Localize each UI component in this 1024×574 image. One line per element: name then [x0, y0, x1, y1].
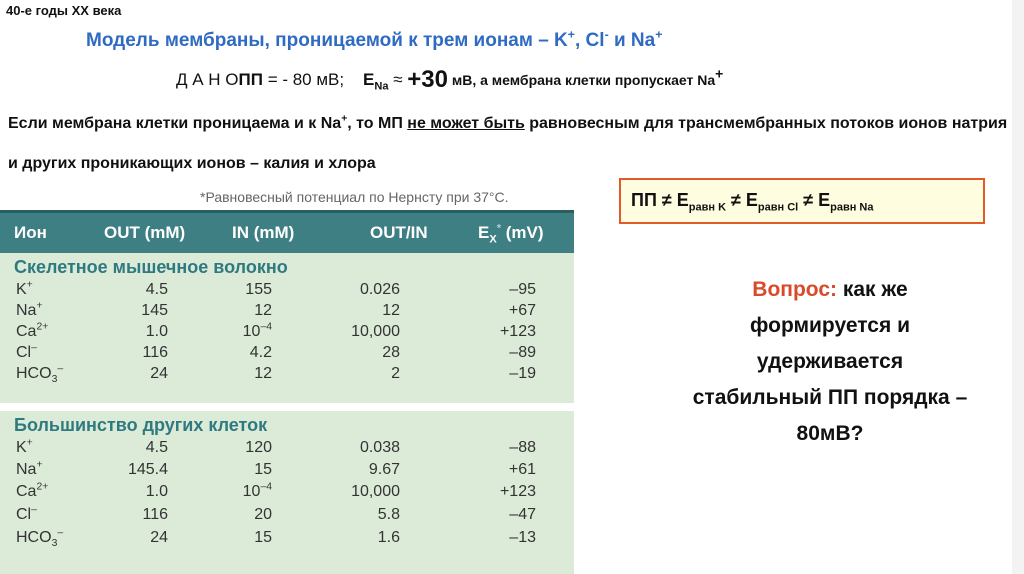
given-e-label: E: [363, 70, 375, 89]
given-line: [176, 66, 723, 94]
header-out: OUT (mM): [104, 223, 186, 242]
ion-symbol: Na: [16, 461, 37, 478]
statement-part1: Если мембрана клетки проницаема и к Na: [8, 115, 342, 132]
cell-in: [254, 365, 272, 383]
given-e-unit-sup: +: [715, 65, 724, 82]
cell-in: [254, 461, 272, 479]
cell-in-value: 12: [254, 365, 272, 382]
ion-symbol: HCO: [16, 529, 52, 546]
given-approx: ≈: [388, 70, 408, 89]
header-ex-sub: X: [489, 233, 497, 246]
given-prefix: Д А Н О: [176, 70, 239, 89]
cell-in: [254, 302, 272, 320]
cell-in-value: 155: [245, 281, 272, 298]
section-other-cells: [0, 411, 574, 574]
cell-ratio: 0.026: [359, 281, 400, 298]
cell-in-value: 12: [254, 302, 272, 319]
cell-out: 116: [142, 506, 168, 523]
statement-part2: , то МП: [347, 115, 408, 132]
cell-in-value: 15: [254, 529, 272, 546]
cell-in-value: 20: [254, 506, 272, 523]
cell-ex: –47: [509, 506, 536, 523]
cell-ratio: 28: [382, 344, 400, 361]
ion-charge: –: [57, 363, 64, 375]
table-row: [0, 323, 574, 344]
ion-charge: +: [26, 437, 33, 449]
cell-ion: [16, 363, 64, 386]
cell-out: 1.0: [145, 323, 168, 340]
cell-ion: [16, 281, 33, 299]
cell-ion: [16, 483, 48, 501]
cell-ex: –88: [509, 439, 536, 456]
cell-in-value: 10: [242, 323, 261, 340]
table-row: [0, 281, 574, 302]
section-skeletal-muscle: [0, 253, 574, 403]
given-e-sub: Na: [374, 80, 389, 93]
cell-ion: [16, 527, 64, 550]
cell-ex: +123: [499, 483, 536, 500]
table-row: [0, 344, 574, 365]
ion-charge: +: [36, 300, 43, 312]
section-gap: [0, 403, 574, 411]
slide-title: [86, 27, 663, 52]
formula-pp: ПП ≠ E: [631, 190, 689, 210]
cell-in-exponent: –4: [260, 481, 272, 493]
ion-symbol: Na: [16, 302, 37, 319]
cell-ex: +67: [508, 302, 536, 319]
given-pp-value: = - 80 мВ;: [262, 70, 345, 89]
table-note: *Равновесный потенциал по Нернсту при 37°C.: [200, 189, 509, 205]
header-ex-label: E: [478, 223, 490, 242]
cell-in: [254, 529, 272, 547]
header-ex: [478, 222, 544, 246]
cell-ion: [16, 461, 43, 479]
ion-symbol: Cl: [16, 506, 32, 523]
formula-sub-na: равн Na: [830, 201, 874, 214]
title-and: и Na: [608, 30, 656, 51]
cell-out: 145.4: [127, 461, 168, 478]
cell-ratio: 12: [382, 302, 400, 319]
header-ratio: OUT/IN: [370, 223, 428, 242]
cell-ratio: 10,000: [351, 323, 400, 340]
formula-sub-k: равн K: [688, 201, 727, 214]
table-row: [0, 439, 574, 460]
ion-charge: +: [36, 459, 43, 471]
given-e-value: +30: [407, 66, 448, 93]
header-in: IN (mM): [232, 223, 295, 242]
formula-sub-cl: равн Cl: [757, 201, 799, 214]
title-na-sup: +: [655, 27, 663, 42]
section-title: Большинство других клеток: [14, 415, 268, 435]
title-k-sup: +: [567, 27, 575, 42]
ion-charge: –: [57, 527, 64, 539]
question: [690, 272, 970, 452]
cell-out: 24: [150, 529, 168, 546]
table-row: [0, 529, 574, 550]
cell-ion: [16, 302, 43, 320]
ion-table: [0, 186, 576, 574]
corner-title: 40-е годы XX века: [6, 3, 122, 18]
cell-ratio: 10,000: [351, 483, 400, 500]
statement-part3: равновесным для трансмембранных потоков ионов натрия и других проникающих ионов – калия и хлора: [8, 115, 1008, 172]
ion-symbol: HCO: [16, 365, 52, 382]
cell-in: [254, 506, 272, 524]
cell-ratio: 5.8: [377, 506, 400, 523]
cell-ratio: 0.038: [359, 439, 400, 456]
statement-underlined: не может быть: [407, 115, 525, 132]
cell-out: 4.5: [145, 281, 168, 298]
cell-in-value: 4.2: [249, 344, 272, 361]
cell-in: [245, 439, 272, 457]
title-sep: , Cl: [575, 30, 605, 51]
cell-out: 24: [150, 365, 168, 382]
ion-charge: –: [31, 342, 37, 354]
cell-in-exponent: –4: [260, 321, 272, 333]
ion-subscript: 3: [51, 538, 58, 550]
cell-in-value: 120: [245, 439, 272, 456]
question-text: как же формируется и удерживается стабильный ПП порядка –80мВ?: [692, 278, 968, 445]
cell-ion: [16, 344, 37, 362]
table-row: [0, 483, 574, 504]
cell-out: 116: [142, 344, 168, 361]
formula-neq-2: ≠ E: [798, 190, 831, 210]
title-text: Модель мембраны, проницаемой к трем ионам – K: [86, 30, 568, 51]
cell-ion: [16, 506, 37, 524]
ion-symbol: Ca: [16, 483, 37, 500]
cell-ion: [16, 439, 33, 457]
cell-ex: –19: [509, 365, 536, 382]
ion-charge: 2+: [36, 321, 49, 333]
ion-subscript: 3: [51, 374, 58, 386]
cell-ex: +61: [508, 461, 536, 478]
ion-charge: –: [31, 504, 37, 516]
header-ion: Ион: [14, 223, 47, 242]
cell-ratio: 1.6: [377, 529, 400, 546]
cell-out: 4.5: [145, 439, 168, 456]
cell-in: [243, 483, 272, 501]
cell-ratio: 2: [391, 365, 400, 382]
cell-out: 1.0: [145, 483, 168, 500]
formula-neq-1: ≠ E: [726, 190, 758, 210]
cell-ex: +123: [499, 323, 536, 340]
table-row: [0, 302, 574, 323]
cell-ex: –89: [509, 344, 536, 361]
header-ex-unit: (mV): [501, 223, 544, 242]
cell-out: 145: [141, 302, 168, 319]
table-row: [0, 365, 574, 386]
ion-charge: +: [26, 279, 33, 291]
ion-charge: 2+: [36, 481, 49, 493]
table-header: [0, 210, 574, 253]
ion-symbol: Ca: [16, 323, 37, 340]
cell-ex: –95: [509, 281, 536, 298]
cell-in: [245, 281, 272, 299]
statement-sup: +: [341, 113, 348, 125]
given-pp-label: ПП: [238, 70, 263, 89]
cell-in-value: 10: [242, 483, 261, 500]
given-e-unit: мВ, а мембрана клетки пропускает Na: [447, 72, 716, 88]
ion-symbol: K: [16, 281, 27, 298]
formula-box: [619, 178, 985, 224]
question-label: Вопрос:: [752, 278, 838, 301]
cell-ex: –13: [509, 529, 536, 546]
cell-ratio: 9.67: [368, 461, 400, 478]
page-edge: [1012, 0, 1024, 574]
section-title: Скелетное мышечное волокно: [14, 257, 288, 277]
ion-symbol: K: [16, 439, 27, 456]
cell-in: [250, 344, 272, 362]
cell-ion: [16, 323, 48, 341]
title-cl-sup: -: [604, 27, 609, 42]
cell-in-value: 15: [254, 461, 272, 478]
header-ex-star: *: [496, 222, 502, 235]
table-row: [0, 506, 574, 527]
ion-symbol: Cl: [16, 344, 32, 361]
cell-in: [243, 323, 272, 341]
statement: [8, 104, 1018, 184]
table-row: [0, 461, 574, 482]
